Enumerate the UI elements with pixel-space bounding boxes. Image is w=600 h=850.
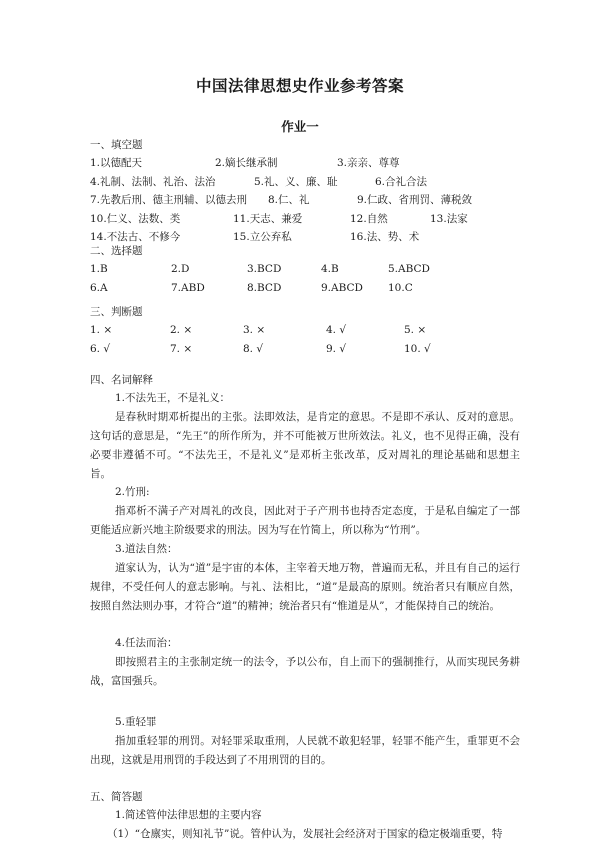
answer-row bbox=[90, 191, 520, 210]
answer-cell: 5.ABCD bbox=[388, 263, 430, 275]
answer-paragraph: （1）“仓廪实，则知礼节”说。管仲认为，发展社会经济对于国家的稳定极端重要，特 bbox=[107, 828, 503, 840]
answer-cell: 5.礼、义、廉、耻 bbox=[254, 175, 338, 188]
answer-cell: 4. √ bbox=[326, 324, 347, 336]
answer-cell: 1.B bbox=[90, 263, 108, 275]
answer-cell: 6.A bbox=[90, 281, 108, 294]
judge-answers bbox=[90, 321, 520, 358]
answer-row bbox=[90, 154, 520, 173]
term-title: 2.竹刑: bbox=[115, 486, 150, 498]
fill-blank-answers bbox=[90, 154, 520, 247]
document-title: 中国法律思想史作业参考答案 bbox=[195, 76, 404, 95]
answer-cell: 6. √ bbox=[90, 342, 111, 355]
answer-cell: 14.不法古、不修今 bbox=[90, 231, 181, 243]
section-choice-heading: 二、选择题 bbox=[90, 245, 143, 257]
answer-cell: 11.天志、兼爱 bbox=[233, 212, 303, 225]
answer-cell: 12.自然 bbox=[350, 212, 388, 225]
answer-cell: 15.立公弃私 bbox=[233, 231, 292, 243]
answer-cell: 2.嫡长继承制 bbox=[215, 157, 278, 169]
answer-cell: 2. × bbox=[170, 324, 193, 336]
answer-cell: 9.ABCD bbox=[321, 281, 363, 294]
choice-answers bbox=[90, 260, 520, 297]
answer-row bbox=[90, 228, 520, 247]
answer-row bbox=[90, 210, 520, 229]
answer-cell: 2.D bbox=[171, 263, 190, 275]
section-judge-heading: 三、判断题 bbox=[90, 306, 143, 318]
answer-cell: 10. √ bbox=[404, 342, 431, 355]
answer-cell: 3.BCD bbox=[247, 263, 282, 275]
answer-row bbox=[90, 321, 520, 340]
answer-row bbox=[90, 260, 520, 279]
answer-row bbox=[90, 340, 520, 359]
answer-cell: 13.法家 bbox=[430, 212, 468, 225]
answer-cell: 7.先教后刑、德主刑辅、以德去刑 bbox=[90, 194, 248, 206]
answer-cell: 8.BCD bbox=[247, 281, 282, 294]
question-title: 1.简述管仲法律思想的主要内容 bbox=[115, 809, 262, 821]
answer-cell: 3. × bbox=[243, 324, 266, 336]
answer-cell: 5. × bbox=[404, 324, 427, 336]
answer-cell: 7. × bbox=[170, 342, 193, 355]
answer-cell: 9. √ bbox=[326, 342, 347, 355]
term-explanation: 道家认为，认为“道”是宇宙的本体，主宰着天地万物，普遍而无私，并且有自己的运行规律，不受任何人的意志影响。与礼、法相比，“道”是最高的原则。统治者只有顺应自然，按照自然法则办事，才符合“道”的精神；统治者只有“惟道是从”，才能保持自己的统治。 bbox=[90, 562, 520, 612]
term-title: 5.重轻罪 bbox=[115, 716, 157, 728]
term-explanation: 指邓析不满子产对周礼的改良，因此对于子产刑书也持否定态度，于是私自编定了一部更能适应新兴地主阶级要求的刑法。因为写在竹简上，所以称为“竹刑”。 bbox=[90, 505, 520, 536]
assignment-subtitle: 作业一 bbox=[281, 119, 319, 134]
answer-cell: 8.仁、礼 bbox=[268, 194, 310, 206]
section-short-answer-heading: 五、简答题 bbox=[90, 791, 143, 803]
answer-cell: 6.合礼合法 bbox=[375, 175, 428, 188]
term-explanation: 是春秋时期邓析提出的主张。法即效法，是肯定的意思。不是即不承认、反对的意思。这句话的意思是，“先王”的所作所为，并不可能被万世所效法。礼义，也不见得正确，没有必要非遵循不可。“不法先王，不是礼义”是邓析主张改革，反对周礼的理论基础和思想主旨。 bbox=[90, 411, 520, 480]
answer-cell: 10.仁义、法数、类 bbox=[90, 212, 181, 225]
answer-cell: 1.以德配天 bbox=[90, 157, 143, 169]
answer-cell: 16.法、势、术 bbox=[350, 231, 420, 243]
answer-cell: 4.B bbox=[321, 263, 339, 275]
answer-row bbox=[90, 173, 520, 192]
answer-cell: 10.C bbox=[388, 281, 413, 294]
term-title: 4.任法而治： bbox=[115, 637, 178, 649]
section-fill-blank-heading: 一、填空题 bbox=[90, 139, 143, 151]
section-terms-heading: 四、名词解释 bbox=[90, 374, 153, 386]
term-title: 3.道法自然： bbox=[115, 543, 178, 555]
answer-cell: 3.亲亲、尊尊 bbox=[337, 157, 400, 169]
answer-cell: 8. √ bbox=[243, 342, 264, 355]
answer-row bbox=[90, 279, 520, 298]
answer-cell: 9.仁政、省刑罚、薄税敛 bbox=[357, 194, 473, 206]
answer-cell: 7.ABD bbox=[171, 281, 205, 294]
answer-cell: 4.礼制、法制、礼治、法治 bbox=[90, 175, 216, 188]
answer-cell: 1. × bbox=[90, 324, 113, 336]
term-explanation: 指加重轻罪的刑罚。对轻罪采取重刑，人民就不敢犯轻罪，轻罪不能产生，重罪更不会出现，这就是用刑罚的手段达到了不用刑罚的目的。 bbox=[90, 735, 520, 766]
term-explanation: 即按照君主的主张制定统一的法令，予以公布，自上而下的强制推行，从而实现民务耕战，富国强兵。 bbox=[90, 656, 520, 687]
term-title: 1.不法先王，不是礼义： bbox=[115, 392, 231, 404]
